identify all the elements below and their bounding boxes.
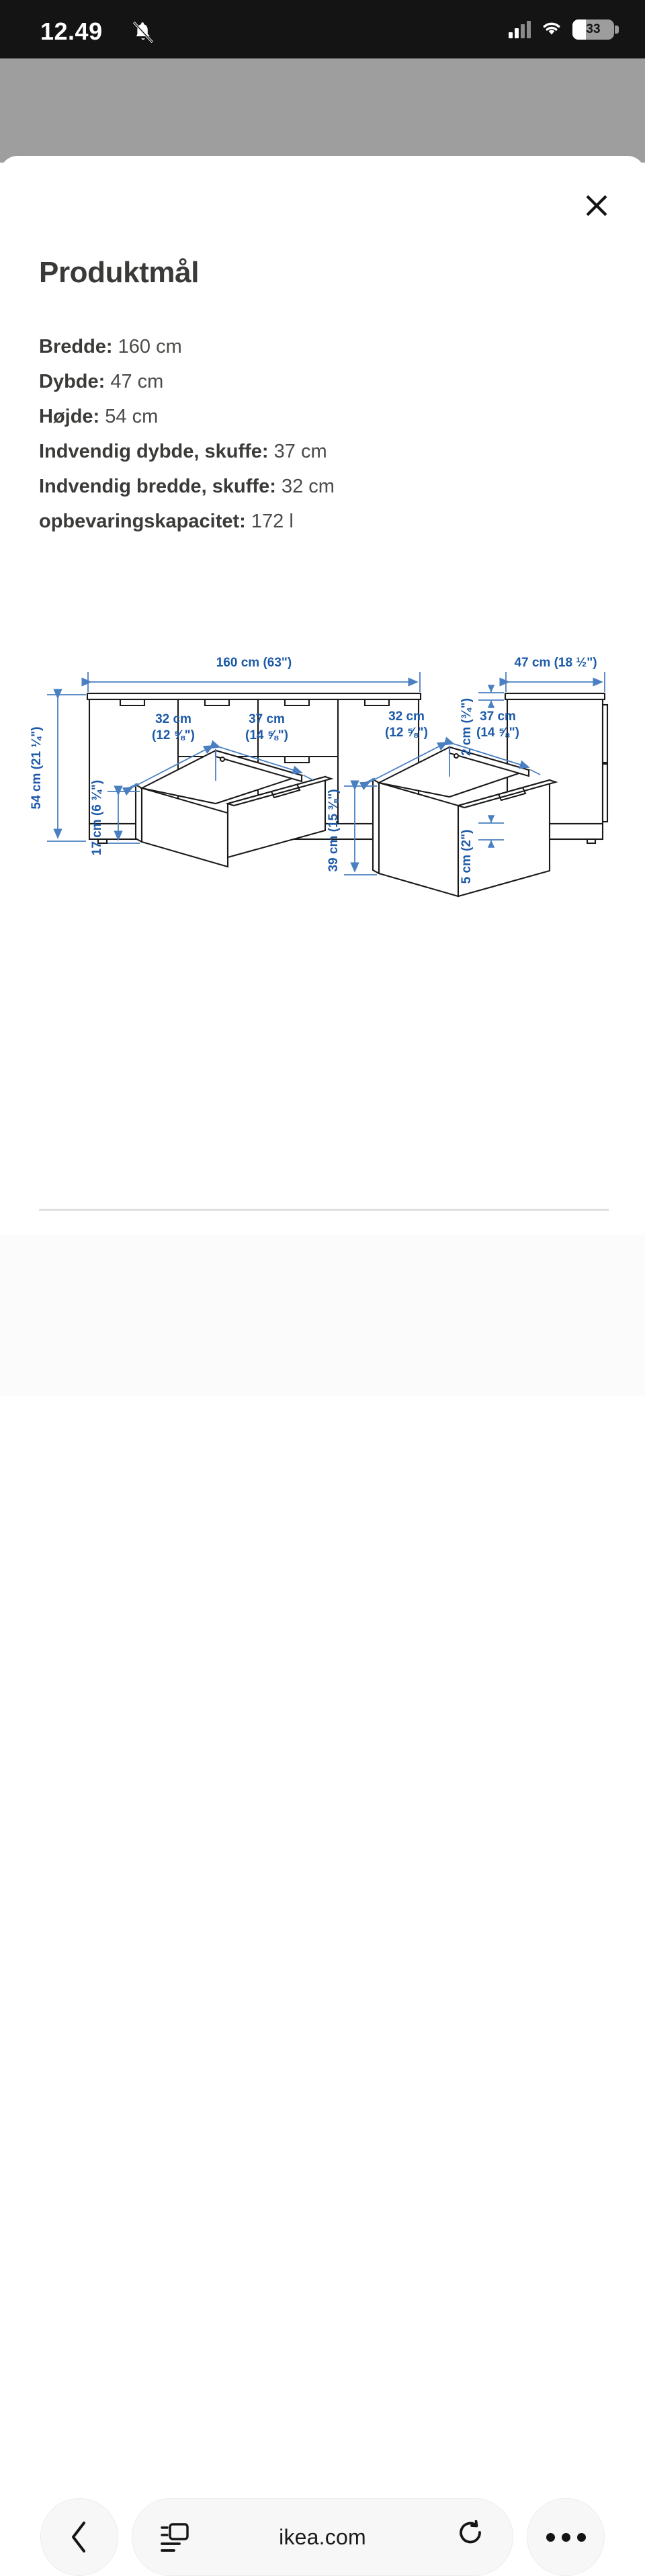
battery-tip — [615, 26, 619, 34]
spec-value: 32 cm — [281, 476, 335, 497]
browser-toolbar — [0, 1235, 645, 2549]
drawer-low-depth-label-top: 37 cm — [249, 712, 285, 726]
url-text: ikea.com — [279, 2524, 366, 2549]
spec-label: Bredde: — [39, 336, 113, 357]
spec-value: 54 cm — [105, 406, 159, 427]
drawer-tall-depth-label-bottom: (14 ⅝") — [476, 726, 519, 740]
modal-backdrop[interactable] — [0, 58, 645, 163]
spec-row — [39, 364, 576, 399]
drawer-tall-depth-label-top: 37 cm — [480, 710, 516, 724]
product-dimension-drawings — [0, 625, 645, 1216]
spec-row — [39, 399, 576, 434]
spec-label: Indvendig dybde, skuffe: — [39, 441, 269, 462]
drawer-low-height-label: 17 cm (6 ¾") — [90, 779, 104, 856]
spec-label: Dybde: — [39, 371, 105, 392]
spec-value: 160 cm — [118, 336, 182, 357]
spec-row — [39, 469, 576, 504]
chevron-left-icon — [69, 2520, 90, 2554]
drawer-low-width-label-bottom: (12 ⅝") — [152, 728, 195, 742]
spec-row — [39, 504, 576, 539]
side-top-thickness-label: 2 cm (¾") — [460, 697, 474, 757]
spec-value: 37 cm — [273, 441, 327, 462]
drawer-tall-height-label: 39 cm (15 ⅜") — [327, 789, 341, 872]
spec-row — [39, 434, 576, 469]
back-button[interactable] — [40, 2498, 118, 2576]
battery-icon — [572, 19, 614, 40]
drawer-tall-width-label-bottom: (12 ⅝") — [385, 726, 428, 740]
more-button[interactable] — [527, 2498, 605, 2576]
ellipsis-icon — [546, 2533, 586, 2542]
side-depth-label: 47 cm (18 ½") — [514, 656, 597, 670]
status-bar-indicators — [509, 19, 614, 40]
page-title: Produktmål — [39, 256, 200, 289]
status-bar — [0, 0, 645, 58]
drawer-low-depth-label-bottom: (14 ⅝") — [245, 728, 288, 742]
page-settings-icon[interactable] — [159, 2522, 190, 2557]
spec-value: 47 cm — [110, 371, 164, 392]
spec-label: opbevaringskapacitet: — [39, 511, 246, 532]
front-width-label: 160 cm (63") — [216, 656, 292, 670]
close-button[interactable] — [576, 185, 617, 226]
drawer-low-width-label-top: 32 cm — [155, 712, 191, 726]
wifi-icon — [540, 19, 563, 40]
spec-row — [39, 329, 576, 364]
spec-label: Højde: — [39, 406, 100, 427]
front-height-label: 54 cm (21 ¼") — [30, 726, 44, 810]
content-divider — [39, 1209, 609, 1211]
side-plinth-label: 5 cm (2") — [460, 829, 474, 884]
spec-value: 172 l — [251, 511, 294, 532]
spec-label: Indvendig bredde, skuffe: — [39, 476, 276, 497]
close-icon — [585, 194, 609, 218]
bell-slash-icon — [132, 20, 155, 48]
reload-icon[interactable] — [456, 2520, 486, 2557]
product-spec-list — [39, 329, 576, 539]
cellular-signal-icon — [509, 21, 531, 38]
battery-level-label: 33 — [586, 22, 601, 36]
status-bar-time: 12.49 — [40, 17, 103, 45]
url-bar[interactable] — [132, 2498, 513, 2576]
drawer-tall-width-label-top: 32 cm — [388, 710, 425, 724]
